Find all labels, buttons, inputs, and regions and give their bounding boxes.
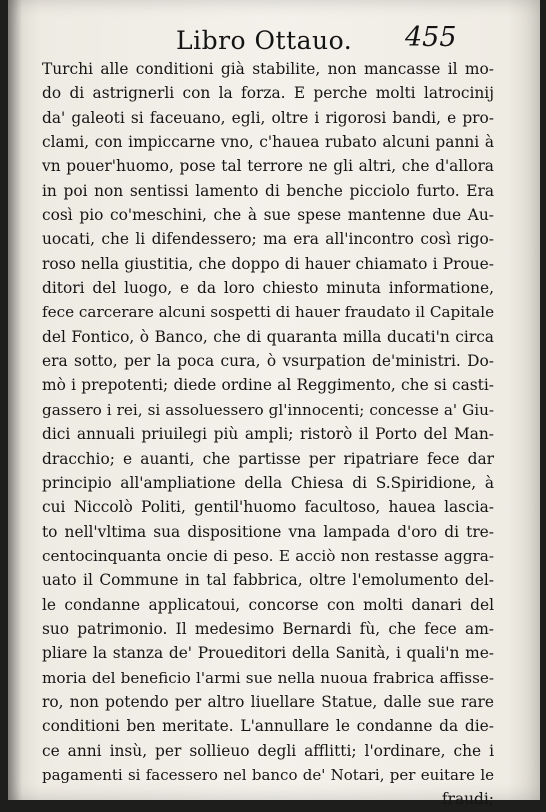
text-line: Turchi alle conditioni già stabilite, non mancasse il mo- (42, 60, 494, 78)
text-line: roso nella giustitia, che doppo di hauer chiamato i Proue- (42, 254, 494, 273)
text-line: pagamenti si facessero nel banco de' Notari, per euitare le (42, 765, 494, 784)
running-title: Libro Ottauo. (176, 26, 353, 55)
text-line: mò i prepotenti; diede ordine al Reggimento, che si casti- (42, 376, 494, 395)
text-line: do di astrignerli con la forza. E perche molti latrocinij (42, 84, 494, 103)
text-line: così pio co'meschini, che à sue spese mantenne due Au- (42, 206, 494, 225)
text-line: ro, non potendo per altro liuellare Statue, dalle sue rare (42, 692, 494, 711)
text-line: uocati, che li difendessero; ma era all'incontro così rigo- (42, 230, 494, 249)
text-line: le condanne applicatoui, concorse con molti danari del (42, 595, 494, 614)
text-line: centocinquanta oncie di peso. E acciò non restasse aggra- (42, 546, 494, 565)
book-page (8, 0, 540, 809)
text-line: dici annuali priuilegi più ampli; ristorò il Porto del Man- (42, 425, 494, 444)
text-line: ce anni insù, per sollieuo degli afflitti; l'ordinare, che i (42, 741, 494, 760)
text-line: fece carcerare alcuni sospetti di hauer fraudato il Capitale (42, 303, 494, 322)
page-gutter-shadow (8, 0, 22, 800)
text-line: cui Niccolò Politi, gentil'huomo facultoso, hauea lascia- (42, 498, 494, 517)
text-line: uato il Commune in tal fabbrica, oltre l'emolumento del- (42, 571, 494, 590)
body-text (42, 57, 494, 812)
text-line: suo patrimonio. Il medesimo Bernardi fù, che fece am- (42, 619, 494, 638)
text-line: conditioni ben meritate. L'annullare le condanne da die- (42, 717, 494, 736)
text-line: vn pouer'huomo, pose tal terrore ne gli altri, che d'allora (42, 157, 494, 176)
text-line: pliare la stanza de' Proueditori della Sanità, i quali'n me- (42, 644, 494, 663)
text-line: clami, con impiccarne vno, c'hauea rubato alcuni panni à (42, 133, 494, 152)
text-line: moria del beneficio l'armi sue nella nuoua frabrica affisse- (42, 668, 494, 687)
text-line: dracchio; e auanti, che partisse per ripatriare fece dar (42, 449, 494, 468)
text-line: era sotto, per la poca cura, ò vsurpation de'ministri. Do- (42, 352, 494, 371)
text-line: in poi non sentissi lamento di benche picciolo furto. Era (42, 181, 494, 200)
text-line: del Fontico, ò Banco, che di quaranta milla ducati'n circa (42, 327, 494, 346)
text-line: da' galeoti si faceuano, egli, oltre i rigorosi bandi, e pro- (42, 108, 494, 127)
text-line: gassero i rei, si assoluessero gl'innocenti; concesse a' Giu- (42, 400, 494, 419)
text-line: principio all'ampliatione della Chiesa di S.Spiridione, à (42, 473, 494, 492)
text-line: to nell'vltima sua dispositione vna lampada d'oro di tre- (42, 522, 494, 541)
page-number: 455 (405, 22, 457, 53)
text-line: fraudi; (441, 790, 494, 809)
text-line: ditori del luogo, e da loro chiesto minuta informatione, (42, 279, 494, 298)
